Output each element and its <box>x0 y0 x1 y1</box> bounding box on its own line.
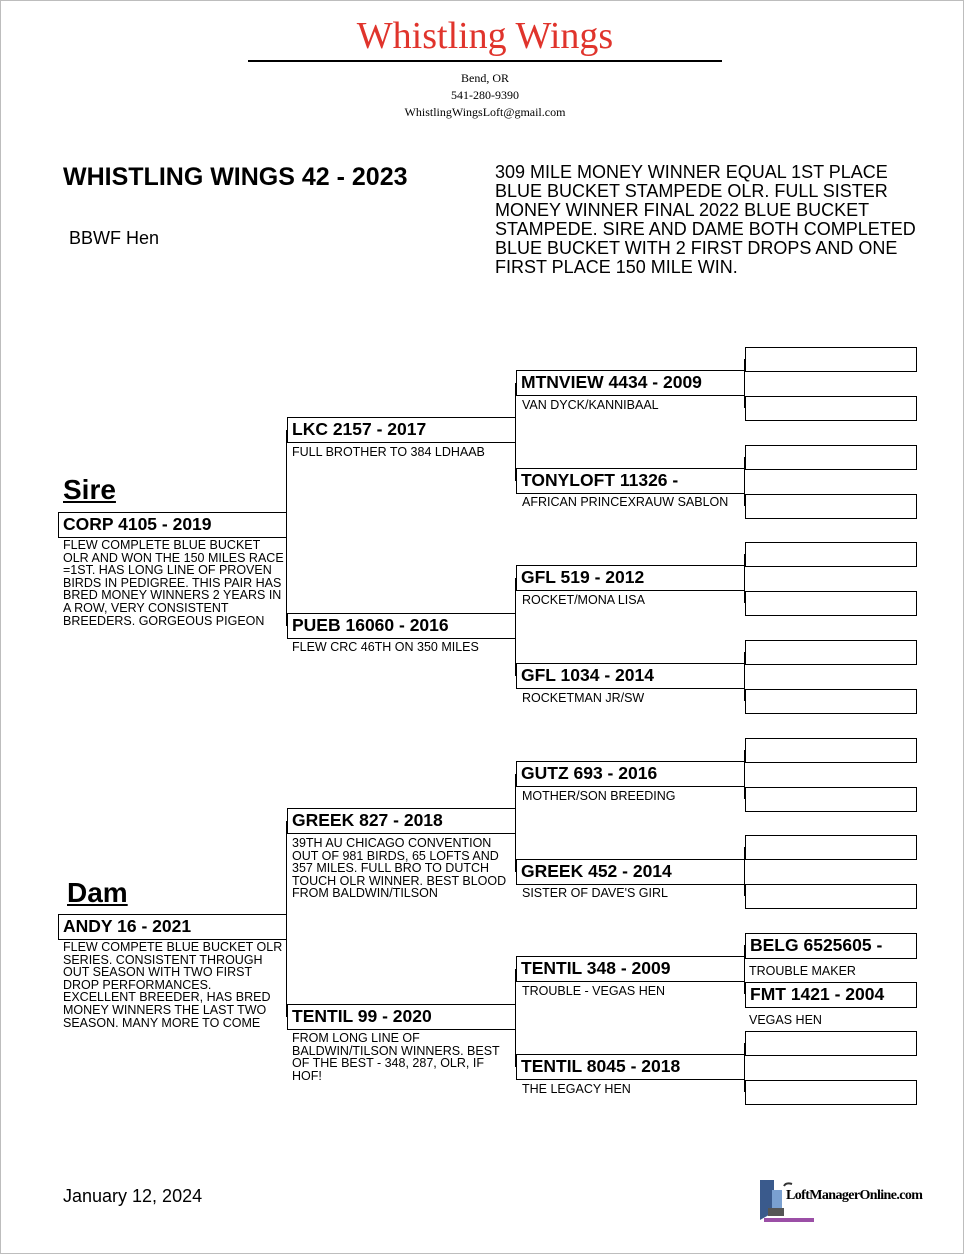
gen4-note-1: TROUBLE MAKER <box>749 964 856 978</box>
gen3-note-2: AFRICAN PRINCEXRAUW SABLON <box>522 495 729 509</box>
gen3-note-6: SISTER OF DAVE'S GIRL <box>522 886 668 900</box>
dam-band[interactable]: ANDY 16 - 2021 <box>58 914 287 940</box>
gen4-empty-14[interactable] <box>745 1080 917 1105</box>
gen4-empty-2[interactable] <box>745 396 917 421</box>
gen3-note-3: ROCKET/MONA LISA <box>522 593 645 607</box>
gen3-band-4[interactable]: GFL 1034 - 2014 <box>516 663 745 689</box>
gen3-band-8[interactable]: TENTIL 8045 - 2018 <box>516 1054 745 1080</box>
header-divider <box>248 60 722 62</box>
bird-notes: 309 MILE MONEY WINNER EQUAL 1ST PLACE BLUE BUCKET STAMPEDE OLR. FULL SISTER MONEY WINNER FINAL 2022 BLUE BUCKET STAMPEDE. SIRE AND DAME BOTH COMPLETED BLUE BUCKET WITH 2 FIRST DROPS AND ONE FIRST PLACE 150 MILE WIN. <box>495 162 916 277</box>
gen4-empty-8[interactable] <box>745 689 917 714</box>
gen4-empty-12[interactable] <box>745 884 917 909</box>
gen4-empty-3[interactable] <box>745 445 917 470</box>
gen4-empty-13[interactable] <box>745 1031 917 1056</box>
gen3-band-1[interactable]: MTNVIEW 4434 - 2009 <box>516 370 745 396</box>
gen4-note-2: VEGAS HEN <box>749 1013 822 1027</box>
dam-note: FLEW COMPETE BLUE BUCKET OLR SERIES. CONSISTENT THROUGH OUT SEASON WITH TWO FIRST DROP PERFORMANCES. EXCELLENT BREEDER, HAS BRED MONEY WINNERS THE LAST TWO SEASON. MANY MORE TO COME <box>63 940 283 1030</box>
gen3-band-6[interactable]: GREEK 452 - 2014 <box>516 859 745 885</box>
sire-note: FLEW COMPLETE BLUE BUCKET OLR AND WON THE 150 MILES RACE =1ST. HAS LONG LINE OF PROVEN BIRDS IN PEDIGREE. THIS PAIR HAS BRED MONEY WINNERS 2 YEARS IN A ROW, VERY CONSISTENT BREEDERS. GORGEOUS PIGEON <box>63 538 284 628</box>
gen2-note-4: FROM LONG LINE OF BALDWIN/TILSON WINNERS. BEST OF THE BEST - 348, 287, OLR, IF HOF! <box>292 1031 500 1083</box>
gen4-empty-7[interactable] <box>745 640 917 665</box>
gen4-empty-6[interactable] <box>745 591 917 616</box>
gen4-empty-5[interactable] <box>745 542 917 567</box>
loft-manager-logo[interactable] <box>758 1178 923 1224</box>
gen3-band-7[interactable]: TENTIL 348 - 2009 <box>516 956 745 982</box>
sire-label: Sire <box>63 474 116 505</box>
gen4-empty-1[interactable] <box>745 347 917 372</box>
gen2-note-1: FULL BROTHER TO 384 LDHAAB <box>292 445 485 459</box>
gen3-note-4: ROCKETMAN JR/SW <box>522 691 645 705</box>
gen3-note-1: VAN DYCK/KANNIBAAL <box>522 398 659 412</box>
logo-text: LoftManagerOnline.com <box>786 1188 923 1203</box>
gen3-note-7: TROUBLE - VEGAS HEN <box>522 984 666 998</box>
gen4-empty-4[interactable] <box>745 494 917 519</box>
gen2-note-3: 39TH AU CHICAGO CONVENTION OUT OF 981 BIRDS, 65 LOFTS AND 357 MILES. FULL BRO TO DUTCH TOUCH OLR WINNER. BEST BLOOD FROM BALDWIN/TILSON <box>292 836 507 901</box>
gen3-band-2[interactable]: TONYLOFT 11326 - <box>516 468 745 494</box>
gen2-note-2: FLEW CRC 46TH ON 350 MILES <box>292 640 479 654</box>
loft-city: Bend, OR <box>461 71 509 85</box>
gen2-band-3[interactable]: GREEK 827 - 2018 <box>287 808 516 834</box>
gen3-note-5: MOTHER/SON BREEDING <box>522 789 676 803</box>
bird-title: WHISTLING WINGS 42 - 2023 <box>63 163 408 191</box>
dam-label: Dam <box>67 877 128 908</box>
print-date: January 12, 2024 <box>63 1186 203 1206</box>
gen4-band-1[interactable]: BELG 6525605 - <box>745 933 917 959</box>
gen4-empty-10[interactable] <box>745 787 917 812</box>
bird-sex: BBWF Hen <box>69 228 160 248</box>
sire-band[interactable]: CORP 4105 - 2019 <box>58 512 287 538</box>
gen3-band-3[interactable]: GFL 519 - 2012 <box>516 565 745 591</box>
loft-email: WhistlingWingsLoft@gmail.com <box>404 105 566 119</box>
gen4-empty-9[interactable] <box>745 738 917 763</box>
gen4-empty-11[interactable] <box>745 835 917 860</box>
loft-phone: 541-280-9390 <box>451 88 519 102</box>
gen2-band-1[interactable]: LKC 2157 - 2017 <box>287 417 516 443</box>
gen2-band-2[interactable]: PUEB 16060 - 2016 <box>287 613 516 639</box>
gen3-note-8: THE LEGACY HEN <box>522 1082 631 1096</box>
gen4-band-2[interactable]: FMT 1421 - 2004 <box>745 982 917 1008</box>
gen3-band-5[interactable]: GUTZ 693 - 2016 <box>516 761 745 787</box>
gen2-band-4[interactable]: TENTIL 99 - 2020 <box>287 1004 516 1030</box>
loft-name: Whistling Wings <box>356 15 614 57</box>
